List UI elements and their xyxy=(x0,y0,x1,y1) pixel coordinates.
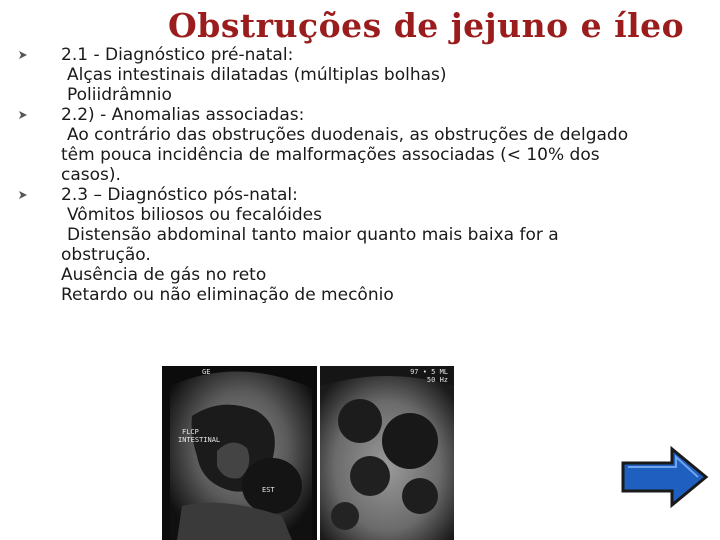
ultrasound-image-1 xyxy=(162,366,317,540)
sub-item: Ausência de gás no reto xyxy=(61,265,267,285)
next-slide-button[interactable] xyxy=(620,446,710,508)
bullet-item-postnatal xyxy=(18,185,658,205)
arrow-bullet-icon xyxy=(18,190,28,200)
ultrasound-scan-graphic xyxy=(320,366,454,540)
sub-item: Distensão abdominal tanto maior quanto mais baixa for a obstrução. xyxy=(61,225,559,265)
bullet-item-anomalies xyxy=(18,105,658,125)
bullet-item-prenatal xyxy=(18,45,658,65)
ultrasound-image-2 xyxy=(320,366,454,540)
next-arrow-icon xyxy=(620,446,710,508)
ultrasound-label: EST xyxy=(262,486,275,494)
ultrasound-label: GE xyxy=(202,368,211,376)
ultrasound-scan-graphic xyxy=(162,366,317,540)
ultrasound-label: 97 • 5 ML xyxy=(410,368,448,376)
slide-title: Obstruções de jejuno e íleo xyxy=(168,6,685,45)
paragraph-text: Ao contrário das obstruções duodenais, as obstruções de delgado têm pouca incidência de malformações associadas (< 10% dos casos). xyxy=(61,125,629,185)
sub-item: Retardo ou não eliminação de mecônio xyxy=(61,285,394,305)
bullet-text: 2.3 – Diagnóstico pós-natal: xyxy=(61,185,298,205)
bullet-text: 2.2) - Anomalias associadas: xyxy=(61,105,305,125)
bullet-text: 2.1 - Diagnóstico pré-natal: xyxy=(61,45,294,65)
ultrasound-label: 50 Hz xyxy=(426,376,448,384)
ultrasound-label: FLCP xyxy=(182,428,199,436)
sub-item: Poliidrâmnio xyxy=(67,85,172,105)
slide-content xyxy=(18,45,658,305)
arrow-bullet-icon xyxy=(18,50,28,60)
ultrasound-label: INTESTINAL xyxy=(178,436,221,444)
sub-item: Alças intestinais dilatadas (múltiplas bolhas) xyxy=(67,65,447,85)
arrow-bullet-icon xyxy=(18,110,28,120)
sub-item: Vômitos biliosos ou fecalóides xyxy=(67,205,322,225)
